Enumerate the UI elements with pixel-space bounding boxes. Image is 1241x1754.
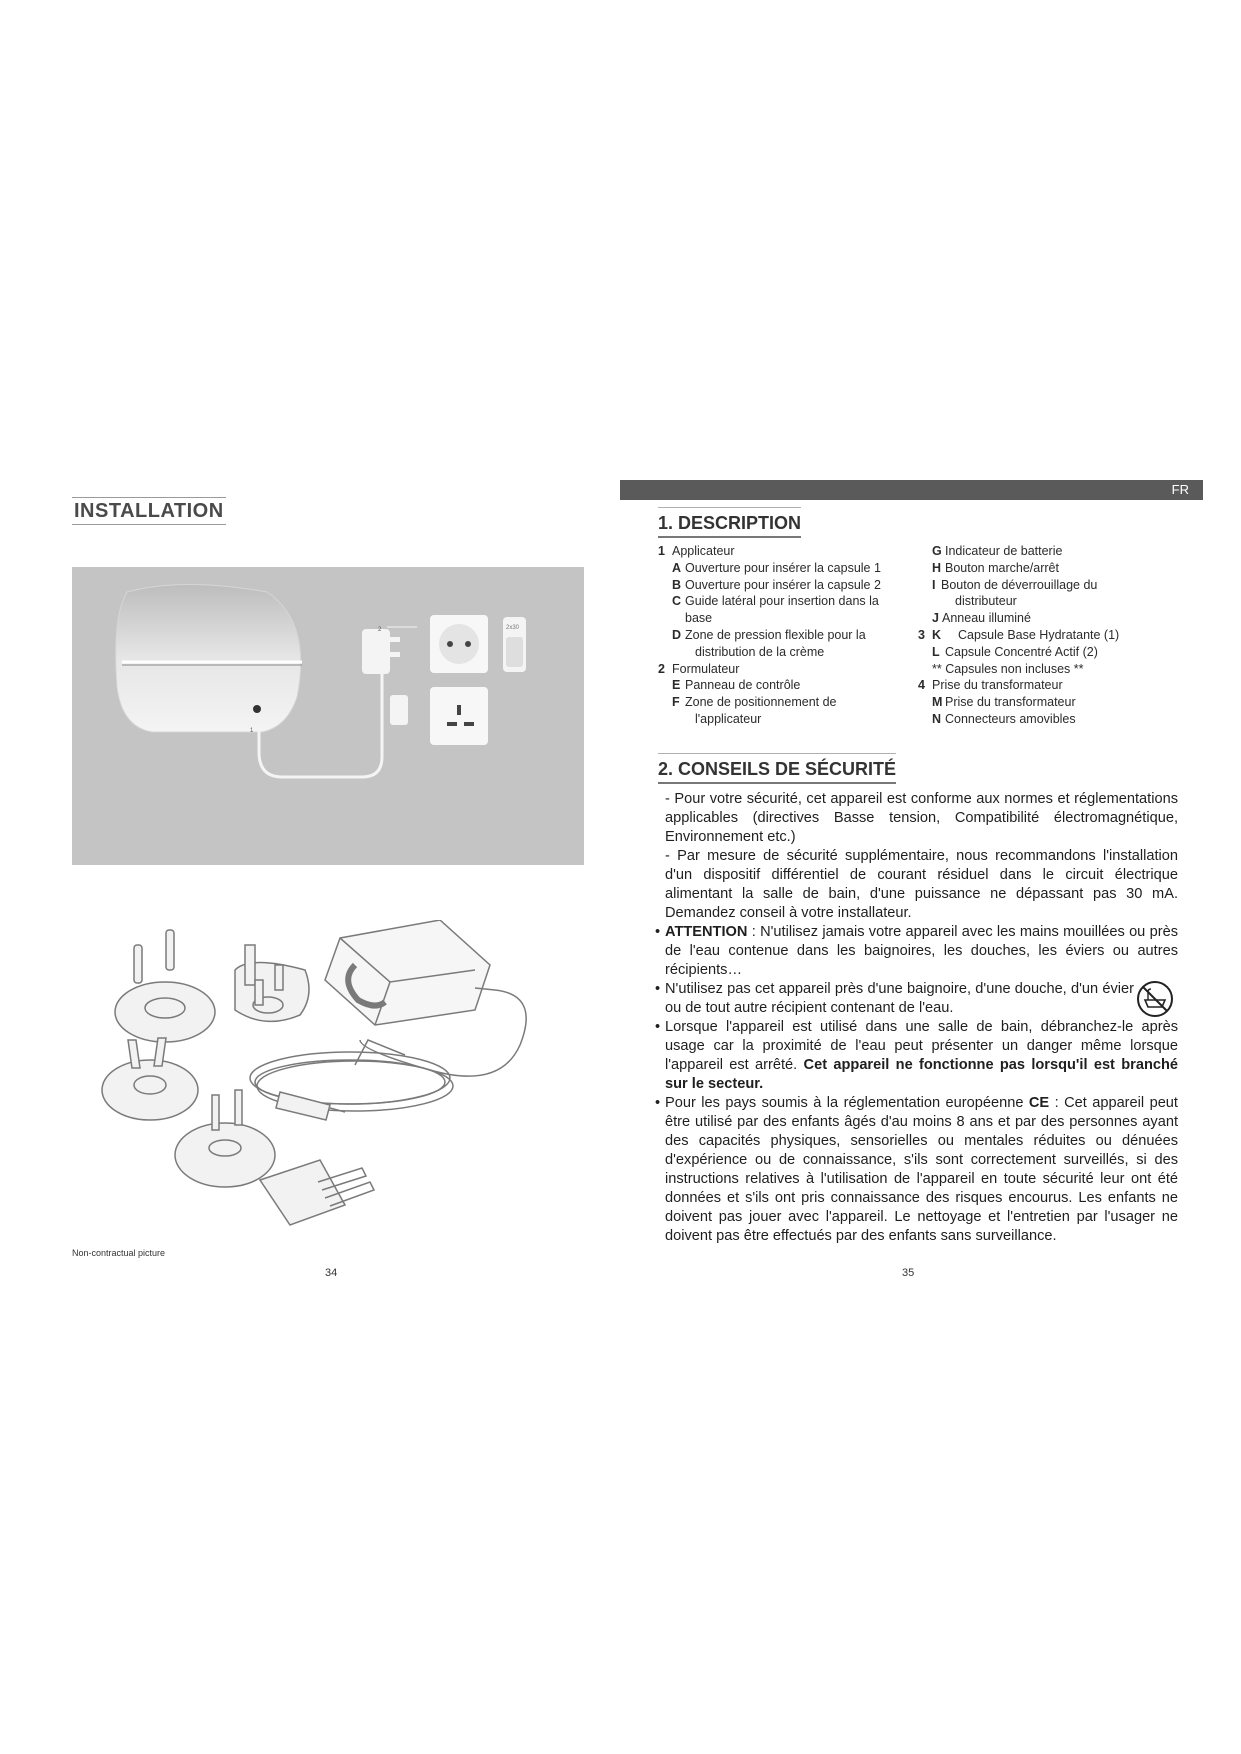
description-item: 4 Prise du transformateur (918, 678, 1063, 693)
page-number-right: 35 (902, 1267, 915, 1279)
arrow-1-label: 1 (250, 728, 254, 734)
description-item: H Bouton marche/arrêt (932, 560, 1059, 575)
language-tag: FR (1171, 482, 1189, 497)
adapters-illustration (100, 920, 560, 1235)
bath-warning-text: N'utilisez pas cet appareil près d'une baignoire, d'une douche, d'un évier ou de tout autre récipient contenant de l'eau. (665, 981, 1134, 1016)
eu-wall-plug (260, 1160, 374, 1225)
description-item: J Anneau illuminé (932, 611, 1031, 626)
description-title: 1. DESCRIPTION (658, 511, 801, 538)
description-item: A Ouverture pour insérer la capsule 1 (672, 560, 881, 575)
ce-mark-icon: CE (1028, 1095, 1050, 1111)
description-item: 2 Formulateur (658, 661, 740, 676)
no-bath-icon (1136, 980, 1174, 1018)
description-item: B Ouverture pour insérer la capsule 2 (672, 577, 881, 592)
power-adapter (362, 629, 390, 674)
description-left-column (658, 543, 918, 728)
dc-connector (276, 1092, 345, 1120)
formulator-device (116, 585, 301, 733)
description-item-continuation: l'applicateur (695, 711, 762, 726)
description-item: D Zone de pression flexible pour la (672, 627, 866, 642)
description-note: ** Capsules non incluses ** (932, 661, 1084, 676)
au-plug-adapter (102, 1038, 198, 1120)
safety-bullet-bathroom (655, 1018, 1178, 1094)
description-item: I Bouton de déverrouillage du (932, 577, 1098, 592)
power-port (253, 705, 261, 713)
safety-paragraph-1: - Pour votre sécurité, cet appareil est conforme aux normes et réglementations applicables (directives Basse tension, Compatibilité électromagnétique, Environnement etc.) (665, 791, 1178, 845)
description-item-continuation: base (685, 611, 713, 626)
description-item: M Prise du transformateur (932, 695, 1076, 710)
mains-warning: Cet appareil ne fonctionne pas lorsqu'il est branché sur le secteur. (665, 1057, 1178, 1092)
bullet-icon: • (655, 981, 661, 997)
safety-bullet-bath (655, 980, 1178, 1018)
safety-bullet-attention (655, 923, 1178, 980)
eu-regulation-text: Pour les pays soumis à la réglementation européenne (665, 1095, 1029, 1111)
attention-label: ATTENTION (665, 924, 748, 940)
uk-plug-adapter (235, 945, 309, 1021)
uk-socket (430, 687, 488, 745)
description-item: 1 Applicateur (658, 544, 735, 558)
attention-text: : N'utilisez jamais votre appareil avec les mains mouillées ou près de l'eau contenue dans les baignoires, les douches, les éviers ou autres récipients… (665, 924, 1178, 978)
eu-children-text: : Cet appareil peut être utilisé par des enfants âgés d'au moins 8 ans et par des personnes ayant des capacités physiques, sensorielles ou mentales réduites ou dénuées d'expérience ou de connaissance, s'ils sont correctement surveillés, si des instructions relatives à l'utilisation de l'appareil en toute sécurité leur ont été données et s'ils ont pris connaissance des risques encourus. Les enfants ne doivent pas jouer avec l'appareil. Le nettoyage et l'entretien par l'usager ne doivent pas être effectués par des enfants sans surveillance. (665, 1095, 1178, 1244)
language-header-bar (620, 480, 1203, 500)
safety-title: 2. CONSEILS DE SÉCURITÉ (658, 757, 896, 784)
description-item-continuation: distributeur (955, 594, 1017, 609)
description-item: C Guide latéral pour insertion dans la (672, 594, 879, 609)
installation-title: INSTALLATION (72, 497, 226, 525)
description-item: N Connecteurs amovibles (932, 711, 1076, 726)
bathroom-text: Lorsque l'appareil est utilisé dans une salle de bain, débranchez-le après usage car la proximité de l'eau peut présenter un danger même lorsque l'appareil est arrêté. (665, 1019, 1178, 1073)
description-right-column (918, 543, 1188, 728)
description-item-continuation: distribution de la crème (695, 644, 825, 659)
device-setup-illustration (72, 567, 584, 865)
safety-bullet-eu (655, 1094, 1178, 1246)
description-item: G Indicateur de batterie (932, 544, 1063, 558)
description-item: L Capsule Concentré Actif (2) (932, 644, 1098, 659)
bullet-icon: • (655, 1095, 661, 1111)
uk-adapter (390, 695, 408, 725)
safety-paragraph-2: - Par mesure de sécurité supplémentaire, nous recommandons l'installation d'un dispositif différentiel de courant résiduel dans le circuit électrique alimentant la salle de bain, d'une puissance ne dépassant pas 30 mA. Demandez conseil à votre installateur. (665, 848, 1178, 921)
description-item: E Panneau de contrôle (672, 678, 801, 693)
safety-text (655, 790, 1178, 1246)
page-number-left: 34 (325, 1267, 338, 1279)
installation-photo (72, 567, 584, 865)
capsules-count-label: 2x30 (506, 625, 520, 631)
bullet-icon: • (655, 924, 661, 940)
description-item: F Zone de positionnement de (672, 695, 837, 710)
arrow-2-label: 2 (378, 627, 382, 633)
bullet-icon: • (655, 1019, 661, 1035)
description-item: 3 K Capsule Base Hydratante (1) (918, 627, 1120, 642)
eu-plug-adapter (115, 930, 215, 1042)
non-contractual-caption: Non-contractual picture (72, 1248, 166, 1258)
